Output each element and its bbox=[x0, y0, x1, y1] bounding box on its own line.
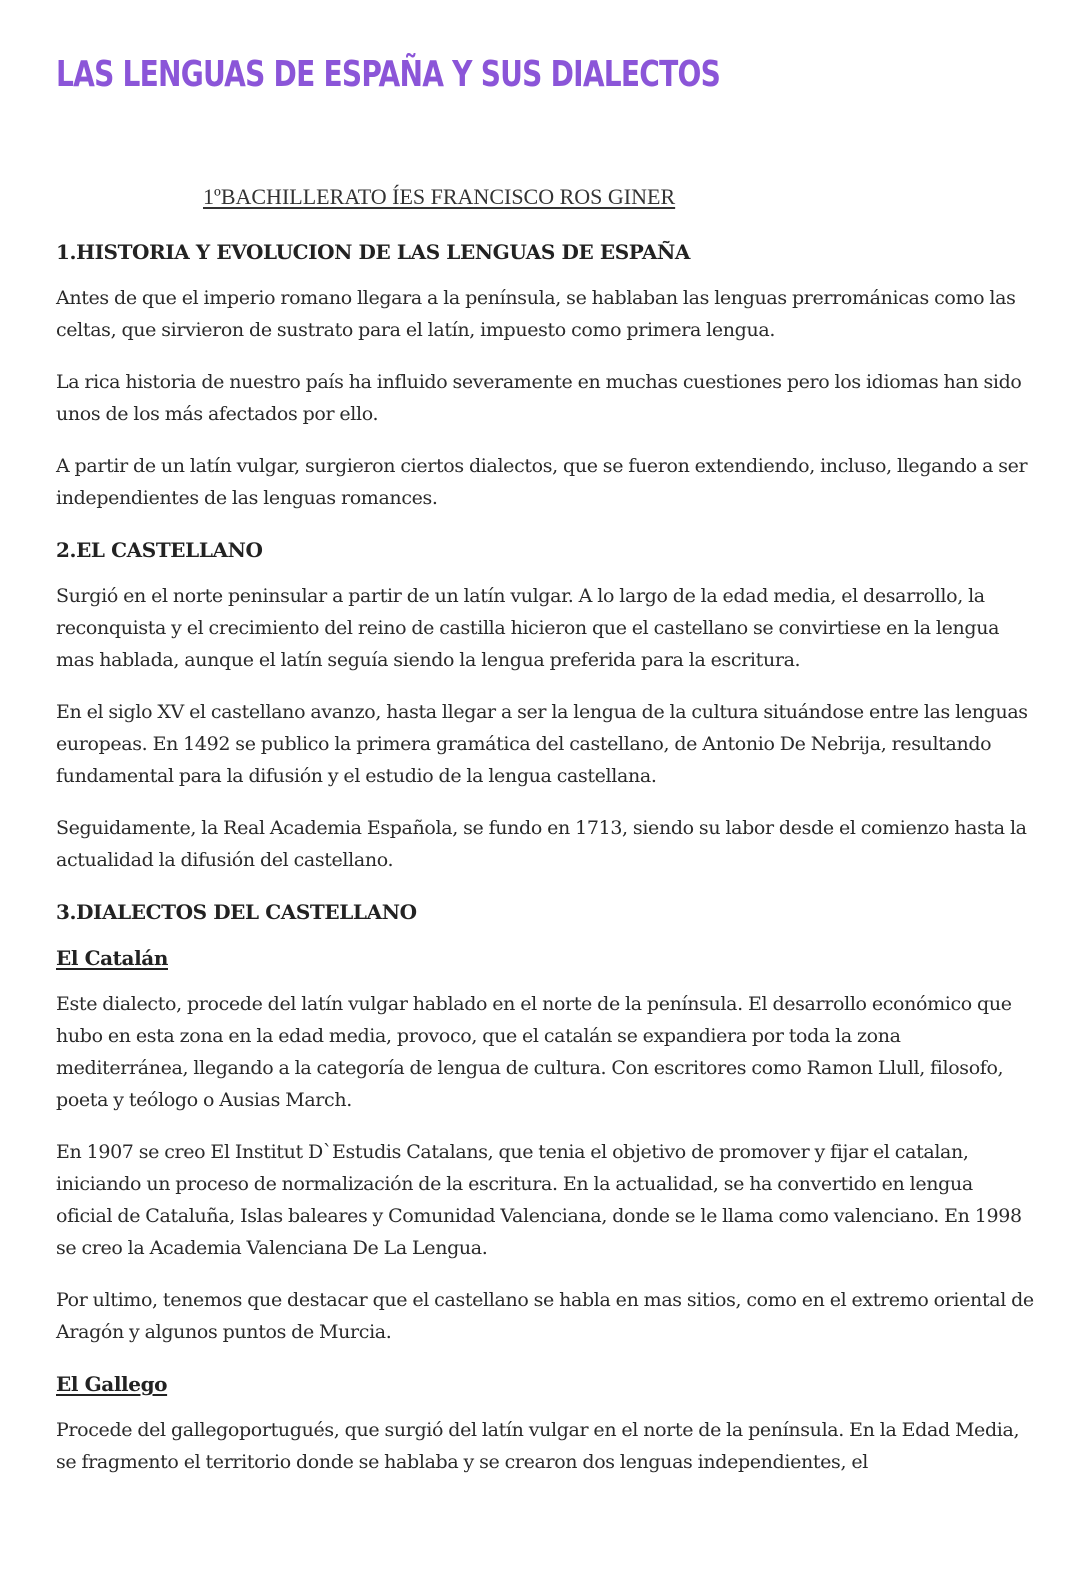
document-body bbox=[56, 236, 1034, 1498]
paragraph: Este dialecto, procede del latín vulgar hablado en el norte de la península. El desarrollo económico que hubo en esta zona en la edad media, provoco, que el catalán se expandiera por toda la zona mediterránea, llegando a la categoría de lengua de cultura. Con escritores como Ramon Llull, filosofo, poeta y teólogo o Ausias March. bbox=[56, 993, 1012, 1111]
section-heading-dialectos: 3.DIALECTOS DEL CASTELLANO bbox=[56, 900, 417, 924]
paragraph: Antes de que el imperio romano llegara a la península, se hablaban las lenguas prerrománicas como las celtas, que sirvieron de sustrato para el latín, impuesto como primera lengua. bbox=[56, 287, 1016, 341]
section-heading-castellano: 2.EL CASTELLANO bbox=[56, 538, 263, 562]
paragraph: En el siglo XV el castellano avanzo, hasta llegar a ser la lengua de la cultura situándose entre las lenguas europeas. En 1492 se publico la primera gramática del castellano, de Antonio De Nebrija, resultando fundamental para la difusión y el estudio de la lengua castellana. bbox=[56, 701, 1028, 787]
document-title: LAS LENGUAS DE ESPAÑA Y SUS DIALECTOS bbox=[56, 54, 721, 95]
paragraph: En 1907 se creo El Institut D`Estudis Catalans, que tenia el objetivo de promover y fijar el catalan, iniciando un proceso de normalización de la escritura. En la actualidad, se ha convertido en lengua oficial de Cataluña, Islas baleares y Comunidad Valenciana, donde se le llama como valenciano. En 1998 se creo la Academia Valenciana De La Lengua. bbox=[56, 1141, 1022, 1259]
paragraph: A partir de un latín vulgar, surgieron ciertos dialectos, que se fueron extendiendo, incluso, llegando a ser independientes de las lenguas romances. bbox=[56, 455, 1028, 509]
section-heading-historia: 1.HISTORIA Y EVOLUCION DE LAS LENGUAS DE ESPAÑA bbox=[56, 240, 691, 264]
document-subtitle: 1ºBACHILLERATO ÍES FRANCISCO ROS GINER bbox=[203, 184, 676, 209]
paragraph: Seguidamente, la Real Academia Española, se fundo en 1713, siendo su labor desde el comienzo hasta la actualidad la difusión del castellano. bbox=[56, 817, 1027, 871]
subsection-heading-catalan: El Catalán bbox=[56, 946, 168, 970]
paragraph: Por ultimo, tenemos que destacar que el castellano se habla en mas sitios, como en el extremo oriental de Aragón y algunos puntos de Murcia. bbox=[56, 1289, 1034, 1343]
paragraph: Surgió en el norte peninsular a partir de un latín vulgar. A lo largo de la edad media, el desarrollo, la reconquista y el crecimiento del reino de castilla hicieron que el castellano se convirtiese en la lengua mas hablada, aunque el latín seguía siendo la lengua preferida para la escritura. bbox=[56, 585, 1000, 671]
paragraph: Procede del gallegoportugués, que surgió del latín vulgar en el norte de la península. En la Edad Media, se fragmento el territorio donde se hablaba y se crearon dos lenguas independientes, el bbox=[56, 1419, 1020, 1473]
subsection-heading-gallego: El Gallego bbox=[56, 1372, 168, 1396]
paragraph: La rica historia de nuestro país ha influido severamente en muchas cuestiones pero los idiomas han sido unos de los más afectados por ello. bbox=[56, 371, 1022, 425]
